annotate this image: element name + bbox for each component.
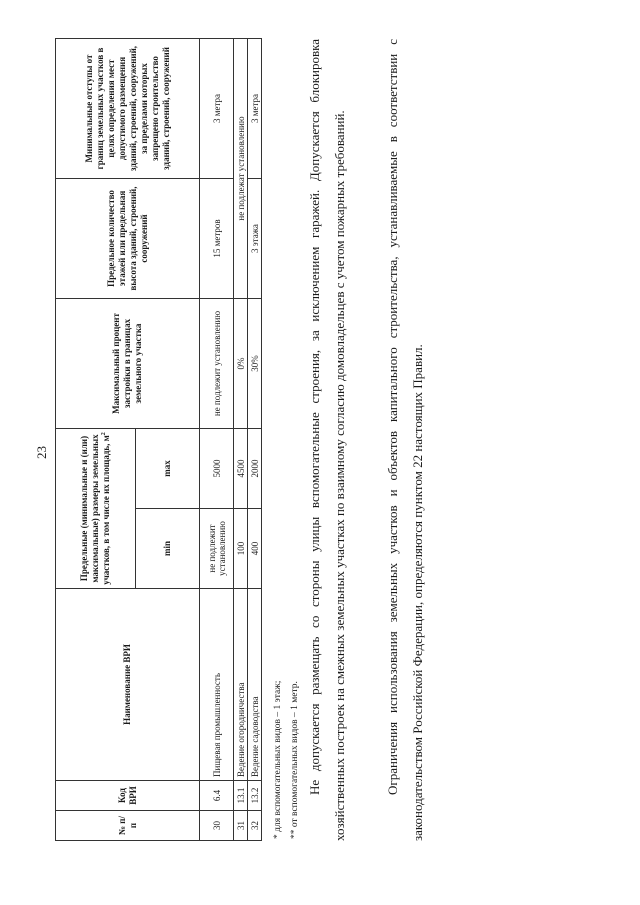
footnote-1: * для вспомогательных видов – 1 этаж; — [273, 680, 283, 839]
zoning-table — [55, 38, 262, 841]
table-header-row — [56, 39, 136, 841]
cell-setback: 3 метра — [248, 39, 262, 179]
header-sizes-unit-sup: 2 — [101, 432, 107, 436]
cell-floors: 3 этажа — [248, 179, 262, 299]
header-min: min — [136, 509, 200, 589]
cell-code: 13.2 — [248, 781, 262, 811]
header-code: Код ВРИ — [56, 781, 200, 811]
cell-max: 4500 — [234, 429, 248, 509]
paragraph-garages: Не допускается размещать со стороны улицы вспомогательные строения, за исключением гаражей. Допускается блокировка хозяйственных построек на смежных земельных участках по взаимному согласию домовладельцев с учетом пожарных требований. — [307, 39, 347, 841]
cell-name: Ведение садоводства — [248, 589, 262, 781]
header-percent: Максимальный процент застройки в границах земельного участка — [56, 299, 200, 429]
cell-percent: 0% — [234, 299, 248, 429]
cell-num: 30 — [200, 811, 234, 841]
header-sizes: Предельные (минимальные и (или) максимальные) размеры земельных участков, в том числе их площадь, $м^2$ — [56, 429, 136, 589]
cell-min: 400 — [248, 509, 262, 589]
cell-code: 13.1 — [234, 781, 248, 811]
cell-name: Ведение огородничества — [234, 589, 248, 781]
paragraph-restrictions: Ограничения использования земельных участков и объектов капитального строительства, устанавливаемые в соответствии с законодательством Российской Федерации, определяются пунктом 22 настоящих Правил. — [385, 39, 425, 841]
footnote-2: ** от вспомогательных видов – 1 метр. — [290, 681, 300, 839]
table-footnotes — [270, 239, 304, 839]
cell-num: 31 — [234, 811, 248, 841]
table-row — [248, 39, 262, 841]
header-setbacks: Минимальные отступы от границ земельных участков в целях определения мест допустимого размещения зданий, строений, сооружений, за пределами которых запрещено строительство зданий, строений, сооружений — [56, 39, 200, 179]
cell-num: 32 — [248, 811, 262, 841]
table-row — [234, 39, 248, 841]
cell-setback: 3 метра — [200, 39, 234, 179]
cell-max: 5000 — [200, 429, 234, 509]
cell-name: Пищевая промышленность — [200, 589, 234, 781]
cell-min: не подлежит установлению — [200, 509, 234, 589]
header-name: Наименование ВРИ — [56, 589, 200, 781]
cell-max: 2000 — [248, 429, 262, 509]
page-number: 23 — [34, 446, 49, 459]
cell-floors: 15 метров — [200, 179, 234, 299]
cell-code: 6.4 — [200, 781, 234, 811]
cell-percent: 30% — [248, 299, 262, 429]
header-num: № п/п — [56, 811, 200, 841]
header-max: max — [136, 429, 200, 509]
cell-percent: не подлежит установлению — [200, 299, 234, 429]
cell-floors-setback-merged: не подлежат установлению — [234, 39, 248, 299]
cell-min: 100 — [234, 509, 248, 589]
header-floors: Предельное количество этажей или предельная высота зданий, строений, сооружений — [56, 179, 200, 299]
table-row — [200, 39, 234, 841]
